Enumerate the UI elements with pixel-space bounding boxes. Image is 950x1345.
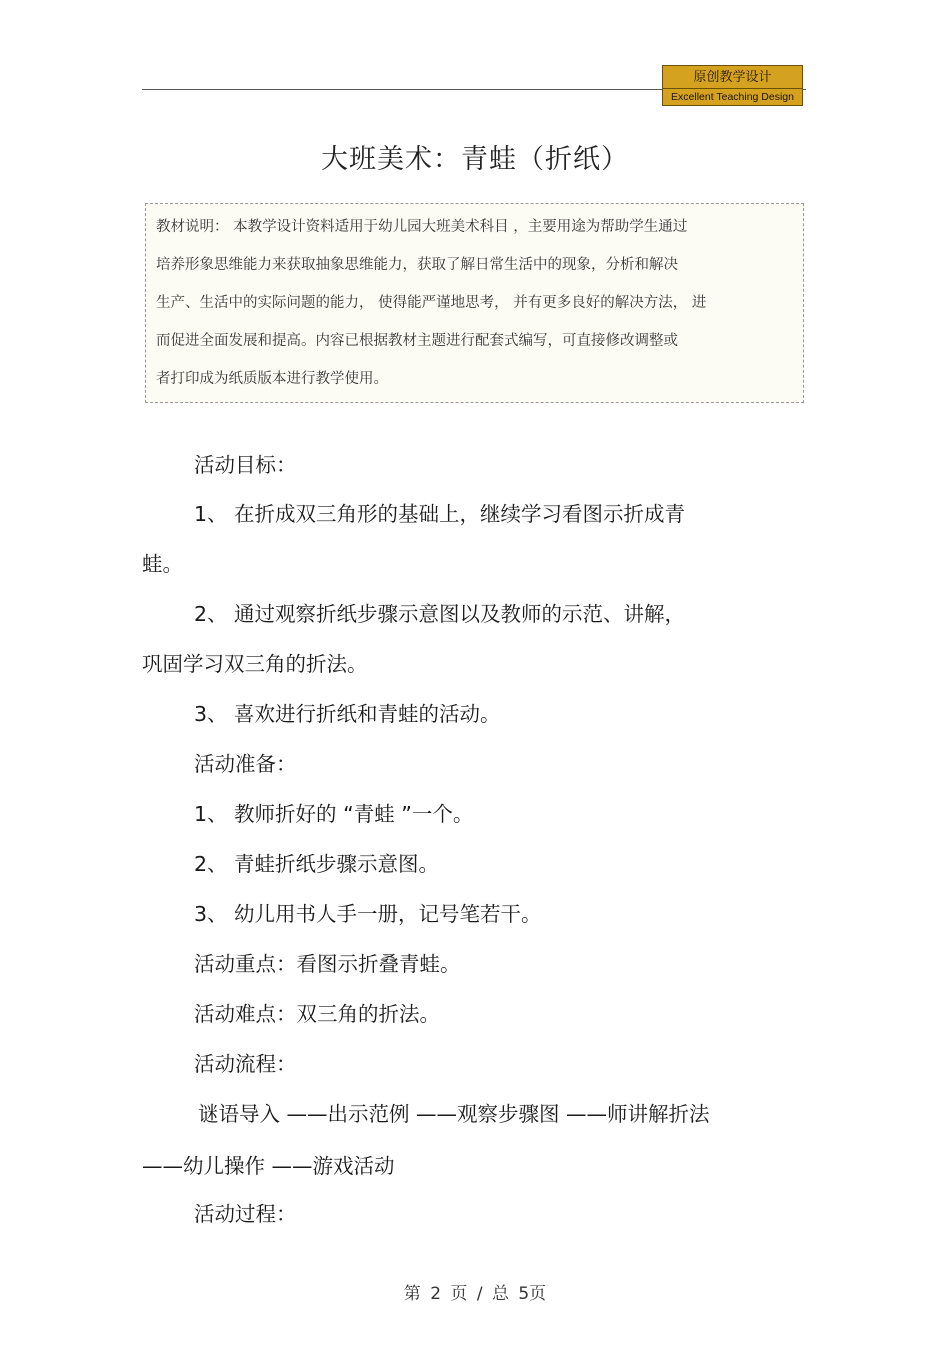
prep-item-3: 3、 幼儿用书人手一册，记号笔若干。 (194, 902, 542, 926)
note-line: 培养形象思维能力来获取抽象思维能力，获取了解日常生活中的现象，分析和解决 (156, 257, 678, 273)
section-heading-goals: 活动目标： (194, 453, 297, 477)
goal-item-2: 2、 通过观察折纸步骤示意图以及教师的示范、讲解， (194, 602, 686, 626)
page-number: 第 2 页 / 总 5页 (403, 1284, 547, 1304)
goal-item-3: 3、 喜欢进行折纸和青蛙的活动。 (194, 702, 501, 726)
note-line: 者打印成为纸质版本进行教学使用。 (156, 371, 388, 387)
goal-item-2-cont: 巩固学习双三角的折法。 (142, 652, 368, 676)
goal-item-1: 1、 在折成双三角形的基础上，继续学习看图示折成青 (194, 502, 686, 526)
goal-item-1-cont: 蛙。 (142, 552, 183, 576)
prep-item-1: 1、 教师折好的 “青蛙 ”一个。 (194, 802, 474, 826)
section-heading-flow: 活动流程： (194, 1052, 297, 1076)
key-point: 活动重点：看图示折叠青蛙。 (194, 952, 461, 976)
section-heading-process: 活动过程： (194, 1202, 297, 1226)
header-badge (662, 65, 803, 106)
note-line: 生产、生活中的实际问题的能力， 使得能严谨地思考， 并有更多良好的解决方法， 进 (156, 295, 707, 311)
note-line: 教材说明： 本教学设计资料适用于幼儿园大班美术科目 ，主要用途为帮助学生通过 (156, 219, 688, 235)
section-heading-prep: 活动准备： (194, 752, 297, 776)
badge-chinese-label: 原创教学设计 (662, 65, 803, 89)
material-note-box (145, 203, 804, 403)
flow-line-1: 谜语导入 ——出示范例 ——观察步骤图 ——师讲解折法 (198, 1102, 710, 1126)
flow-line-2: ——幼儿操作 ——游戏活动 (142, 1154, 395, 1178)
note-line: 而促进全面发展和提高。内容已根据教材主题进行配套式编写，可直接修改调整或 (156, 333, 678, 349)
badge-english-label: Excellent Teaching Design (662, 89, 803, 106)
document-title: 大班美术：青蛙（折纸） (321, 144, 629, 175)
prep-item-2: 2、 青蛙折纸步骤示意图。 (194, 852, 440, 876)
difficult-point: 活动难点：双三角的折法。 (194, 1002, 440, 1026)
